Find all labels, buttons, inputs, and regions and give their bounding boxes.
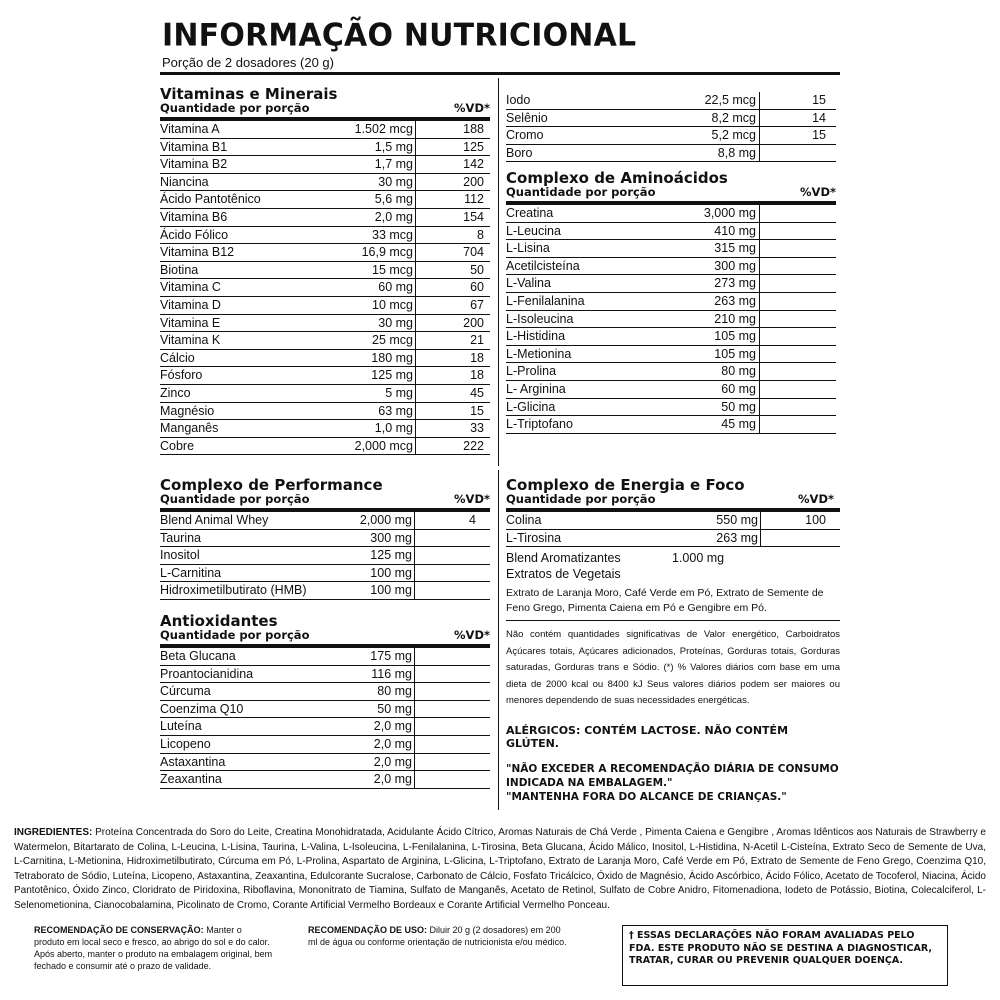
performance-title: Complexo de Performance: [160, 476, 383, 494]
vitamins-table: [160, 121, 490, 455]
vd-header: %VD*: [798, 492, 834, 506]
nutrient-vd: 4: [469, 513, 476, 527]
nutrient-quantity: 50 mg: [721, 399, 756, 414]
nutrient-quantity: 410 mg: [714, 223, 756, 238]
performance-header: [160, 493, 490, 512]
table-row: [160, 297, 490, 315]
nutrient-quantity: 180 mg: [371, 350, 413, 365]
nutrient-name: Cromo: [506, 128, 544, 143]
table-row: [160, 420, 490, 438]
table-row: [160, 403, 490, 421]
nutrient-vd: 200: [463, 315, 484, 330]
amino-title: Complexo de Aminoácidos: [506, 169, 728, 187]
blend-description: Extrato de Laranja Moro, Café Verde em Pó, Extrato de Semente de Feno Grego, Pimenta Caiena em Pó e Gengibre em Pó.: [506, 586, 840, 621]
nutrient-name: Cúrcuma: [160, 684, 211, 699]
nutrient-quantity: 2,0 mg: [373, 736, 412, 751]
table-row: [160, 227, 490, 245]
table-row: [506, 92, 836, 110]
energy-title: Complexo de Energia e Foco: [506, 476, 745, 494]
nutrient-name: Inositol: [160, 548, 200, 563]
qty-header: Quantidade por porção: [160, 101, 310, 115]
nutrient-quantity: 1,0 mg: [374, 421, 413, 436]
table-row: [160, 367, 490, 385]
ingredients-label: INGREDIENTES:: [14, 827, 93, 838]
nutrient-name: L-Metionina: [506, 346, 572, 361]
nutrient-quantity: 105 mg: [714, 329, 756, 344]
vitamins-panel: [160, 86, 490, 455]
vitamins-cont-panel: [506, 92, 836, 162]
nutrient-name: Licopeno: [160, 736, 211, 751]
table-row: [160, 139, 490, 157]
vd-header: %VD*: [800, 185, 836, 199]
nutrient-quantity: 2,0 mg: [374, 209, 413, 224]
nutrient-name: Colina: [506, 513, 542, 527]
nutrient-name: Niancina: [160, 174, 209, 189]
nutrient-vd: 154: [463, 209, 484, 224]
table-row: [506, 530, 840, 548]
table-row: [506, 145, 836, 163]
nutrient-quantity: 2,0 mg: [373, 719, 412, 734]
ingredients-block: [14, 826, 986, 913]
table-row: [160, 209, 490, 227]
table-row: [506, 110, 836, 128]
nutrient-name: Iodo: [506, 93, 531, 107]
nutrient-name: Creatina: [506, 206, 554, 220]
storage-text: Manter o produto em local seco e fresco, ao abrigo do sol e do calor. Após aberto, manter o produto na embalagem original, bem fechado e consumir até o prazo de validade.: [34, 925, 273, 971]
table-row: [160, 262, 490, 280]
nutrient-name: L-Lisina: [506, 241, 550, 256]
nutrient-name: L-Prolina: [506, 364, 557, 379]
qty-header: Quantidade por porção: [160, 492, 310, 506]
vd-header: %VD*: [454, 628, 490, 642]
allergens-note: ALÉRGICOS: CONTÉM LACTOSE. NÃO CONTÉM GLÚTEN.: [506, 723, 789, 750]
nutrient-name: Proantocianidina: [160, 666, 254, 681]
nutrient-quantity: 63 mg: [378, 403, 413, 418]
column-rule: [760, 512, 761, 547]
nutrient-quantity: 550 mg: [716, 513, 758, 527]
table-row: [506, 328, 836, 346]
nutrient-name: Vitamina B2: [160, 157, 228, 172]
nutrient-quantity: 25 mcg: [372, 333, 413, 348]
nutrient-quantity: 30 mg: [378, 174, 413, 189]
nutrient-vd: 21: [470, 333, 484, 348]
nutrient-vd: 50: [470, 262, 484, 277]
nutrient-quantity: 1,7 mg: [374, 157, 413, 172]
nutrient-quantity: 22,5 mcg: [704, 93, 756, 107]
column-rule: [759, 92, 760, 162]
table-row: [160, 701, 490, 719]
nutrient-name: Luteína: [160, 719, 202, 734]
nutrition-disclaimer: Não contém quantidades significativas de Valor energético, Carboidratos Açúcares totais, Açúcares adicionados, Proteínas, Gorduras totais, Gorduras saturadas, Gorduras trans e Sódio. (*) % Valores diários com base em uma dieta de 2000 kcal ou 8400 kJ Seus valores diários podem ser maiores ou menores dependendo de suas necessidades energéticas.: [506, 629, 840, 707]
table-row: [160, 191, 490, 209]
fda-disclaimer-box: † ESSAS DECLARAÇÕES NÃO FORAM AVALIADAS PELO FDA. ESTE PRODUTO NÃO SE DESTINA A DIAGNOSTICAR, TRATAR, CURAR OU PREVENIR QUALQUER DOENÇA.: [622, 925, 948, 986]
nutrient-name: Taurina: [160, 530, 201, 545]
nutrient-quantity: 125 mg: [371, 368, 413, 383]
storage-block: [34, 924, 274, 972]
nutrient-quantity: 273 mg: [714, 276, 756, 291]
energy-panel: [506, 477, 840, 804]
nutrient-vd: 200: [463, 174, 484, 189]
nutrient-name: Magnésio: [160, 403, 215, 418]
nutrient-quantity: 2,0 mg: [373, 772, 412, 787]
table-row: [506, 512, 840, 530]
nutrient-quantity: 50 mg: [377, 701, 412, 716]
nutrient-name: Beta Glucana: [160, 649, 236, 663]
table-row: [160, 174, 490, 192]
nutrient-quantity: 1.502 mcg: [354, 122, 413, 136]
nutrient-name: L- Arginina: [506, 381, 566, 396]
warning-children: "MANTENHA FORA DO ALCANCE DE CRIANÇAS.": [506, 790, 787, 803]
nutrient-name: L-Leucina: [506, 223, 561, 238]
table-row: [506, 363, 836, 381]
nutrient-name: L-Histidina: [506, 329, 566, 344]
nutrient-name: L-Glicina: [506, 399, 556, 414]
nutrient-quantity: 105 mg: [714, 346, 756, 361]
nutrient-quantity: 60 mg: [721, 381, 756, 396]
amino-table: [506, 205, 836, 434]
nutrient-name: Vitamina D: [160, 297, 221, 312]
column-divider-lower: [498, 470, 499, 810]
table-row: [506, 399, 836, 417]
table-row: [160, 121, 490, 139]
page-title: INFORMAÇÃO NUTRICIONAL: [162, 17, 637, 54]
nutrient-quantity: 45 mg: [721, 417, 756, 432]
nutrient-quantity: 60 mg: [378, 280, 413, 295]
table-row: [160, 279, 490, 297]
nutrient-name: L-Tirosina: [506, 530, 562, 545]
table-row: [160, 512, 490, 530]
nutrient-name: Vitamina A: [160, 122, 220, 136]
table-row: [506, 275, 836, 293]
nutrient-name: Manganês: [160, 421, 219, 436]
nutrient-name: Vitamina B6: [160, 209, 228, 224]
table-row: [160, 156, 490, 174]
performance-table: [160, 512, 490, 600]
nutrient-name: Ácido Fólico: [160, 227, 229, 242]
qty-header: Quantidade por porção: [160, 628, 310, 642]
nutrient-name: L-Valina: [506, 276, 551, 291]
amino-header: [506, 186, 836, 205]
nutrient-vd: 222: [463, 438, 484, 453]
table-row: [160, 565, 490, 583]
table-row: [160, 244, 490, 262]
nutrient-quantity: 5,2 mcg: [711, 128, 756, 143]
nutrient-quantity: 30 mg: [378, 315, 413, 330]
table-row: [160, 718, 490, 736]
nutrient-quantity: 16,9 mcg: [361, 245, 413, 260]
antiox-header: [160, 629, 490, 648]
nutrient-name: Cálcio: [160, 350, 195, 365]
nutrient-vd: 100: [805, 513, 826, 527]
table-row: [506, 416, 836, 434]
table-row: [160, 683, 490, 701]
table-row: [160, 385, 490, 403]
vd-header: %VD*: [454, 101, 490, 115]
usage-text: Diluir 20 g (2 dosadores) em 200 ml de água ou conforme orientação de nutricionista e/ou médico.: [308, 925, 567, 947]
nutrient-name: Selênio: [506, 110, 548, 125]
nutrient-vd: 15: [470, 403, 484, 418]
amino-panel: [506, 170, 836, 434]
nutrient-quantity: 5,6 mg: [374, 192, 413, 207]
warning-dosage: "NÃO EXCEDER A RECOMENDAÇÃO DIÁRIA DE CONSUMO INDICADA NA EMBALAGEM.": [506, 762, 839, 789]
vitamins-title: Vitaminas e Minerais: [160, 85, 338, 103]
nutrient-name: Zinco: [160, 385, 191, 400]
nutrient-name: Cobre: [160, 438, 195, 453]
table-row: [506, 346, 836, 364]
table-row: [506, 381, 836, 399]
nutrient-quantity: 100 mg: [370, 583, 412, 598]
vitamins-header: [160, 102, 490, 121]
table-row: [160, 648, 490, 666]
ingredients-text: Proteína Concentrada do Soro do Leite, Creatina Monohidratada, Acidulante Ácido Cítrico, Aromas Naturais de Chá Verde , Pimenta Caiena e Gengibre , Aromas Idênticos aos Naturais de Strawberry e Watermelon, Bitartarato de Colina, L-Leucina, L-Lisina, Taurina, L-Valina, L-Isoleucina, L-Fenilalanina, L-Tirosina, Beta Glucana, Ácido Málico, Inositol, L-Histidina, N-Acetil L-Cisteína, Extrato Seco de Semente de Uva, L-Carnitina, L-Metionina, Hidroximetilbutirato, Cúrcuma em Pó, L-Prolina, Aspartato de Arginina, L-Glicina, L-Triptofano, Extrato de Laranja Moro, Café Verde em Pó, Extrato de Semente de Feno Grego, Coenzima Q10, Tetraborato de Sódio, Luteína, Licopeno, Astaxantina, Zeaxantina, Edulcorante Sucralose, Carbonato de Cálcio, Fosfato Tricálcico, Óxido de Magnésio, Ácido Ascórbico, Ácido Fólico, Acetato de Tocoferol, Niacina, Ácido Pantotênico, Óxido Zinco, Cloridrato de Piridoxina, Riboflavina, Mononitrato de Tiamina, Sulfato de Manganês, Acetato de Retinol, Sulfato de Cobre Anidro, Fitomenadiona, Iodeto de Potássio, Biotina, Colecalciferol, L-Selenometionina, Cianocobalamina, Picolinato de Cromo, Corante Artificial Vermelho Bordeaux e Corante Artificial Vermelho Ponceau.: [14, 827, 986, 911]
energy-header: [506, 493, 840, 512]
nutrient-name: Vitamina K: [160, 333, 221, 348]
nutrient-quantity: 15 mcg: [372, 262, 413, 277]
nutrient-quantity: 3,000 mg: [703, 206, 756, 220]
serving-size: Porção de 2 dosadores (20 g): [162, 55, 334, 70]
nutrient-vd: 142: [463, 157, 484, 172]
nutrient-vd: 112: [464, 192, 484, 207]
table-row: [160, 332, 490, 350]
column-rule: [759, 205, 760, 434]
nutrient-name: L-Triptofano: [506, 417, 573, 432]
nutrient-quantity: 2,0 mg: [373, 754, 412, 769]
blend-row: [506, 550, 840, 584]
table-row: [160, 438, 490, 456]
table-row: [160, 582, 490, 600]
nutrient-name: Biotina: [160, 262, 199, 277]
table-row: [506, 311, 836, 329]
nutrient-quantity: 10 mcg: [372, 297, 413, 312]
table-row: [160, 530, 490, 548]
nutrient-quantity: 33 mcg: [372, 227, 413, 242]
nutrient-vd: 125: [463, 139, 484, 154]
table-row: [506, 127, 836, 145]
nutrient-vd: 15: [812, 128, 826, 143]
nutrient-name: L-Fenilalanina: [506, 293, 585, 308]
nutrient-name: Zeaxantina: [160, 772, 222, 787]
table-row: [506, 258, 836, 276]
nutrient-quantity: 116 mg: [371, 666, 412, 681]
vd-header: %VD*: [454, 492, 490, 506]
nutrient-vd: 8: [477, 227, 484, 242]
performance-panel: [160, 477, 490, 600]
nutrient-quantity: 300 mg: [714, 258, 756, 273]
nutrient-quantity: 2,000 mg: [359, 513, 412, 527]
table-row: [506, 293, 836, 311]
nutrient-quantity: 80 mg: [721, 364, 756, 379]
nutrient-quantity: 300 mg: [370, 530, 412, 545]
table-row: [506, 223, 836, 241]
nutrient-quantity: 210 mg: [714, 311, 756, 326]
table-row: [160, 754, 490, 772]
nutrient-name: Boro: [506, 145, 533, 160]
nutrient-quantity: 125 mg: [370, 548, 412, 563]
nutrient-quantity: 175 mg: [370, 649, 412, 663]
nutrient-quantity: 80 mg: [377, 684, 412, 699]
nutrient-vd: 33: [470, 421, 484, 436]
nutrient-quantity: 5 mg: [385, 385, 413, 400]
nutrient-name: Vitamina E: [160, 315, 221, 330]
vitamins-cont-table: [506, 92, 836, 162]
antiox-title: Antioxidantes: [160, 612, 278, 630]
nutrient-name: L-Isoleucina: [506, 311, 574, 326]
nutrient-vd: 60: [470, 280, 484, 295]
nutrient-vd: 15: [812, 93, 826, 107]
nutrient-name: Ácido Pantotênico: [160, 192, 261, 207]
table-row: [160, 771, 490, 789]
nutrient-name: Vitamina B1: [160, 139, 228, 154]
nutrient-name: Hidroximetilbutirato (HMB): [160, 583, 307, 598]
nutrient-vd: 188: [463, 122, 484, 136]
nutrient-quantity: 263 mg: [714, 293, 756, 308]
table-row: [160, 736, 490, 754]
nutrient-vd: 67: [470, 297, 484, 312]
nutrient-name: Blend Animal Whey: [160, 513, 269, 527]
nutrient-quantity: 2,000 mcg: [354, 438, 413, 453]
storage-label: RECOMENDAÇÃO DE CONSERVAÇÃO:: [34, 925, 204, 935]
nutrient-name: Astaxantina: [160, 754, 226, 769]
table-row: [506, 240, 836, 258]
nutrient-vd: 18: [470, 350, 484, 365]
antiox-table: [160, 648, 490, 789]
table-row: [160, 315, 490, 333]
nutrient-name: Fósforo: [160, 368, 203, 383]
nutrient-quantity: 8,8 mg: [717, 145, 756, 160]
nutrient-vd: 14: [812, 110, 826, 125]
nutrient-name: Coenzima Q10: [160, 701, 244, 716]
nutrient-quantity: 1,5 mg: [374, 139, 413, 154]
table-row: [160, 666, 490, 684]
header-rule: [160, 72, 840, 75]
column-rule: [414, 648, 415, 789]
column-divider: [498, 78, 499, 466]
nutrient-quantity: 100 mg: [370, 565, 412, 580]
column-rule: [414, 512, 415, 600]
table-row: [160, 547, 490, 565]
antiox-panel: [160, 613, 490, 789]
qty-header: Quantidade por porção: [506, 185, 656, 199]
blend-quantity: 1.000 mg: [672, 551, 725, 566]
table-row: [506, 205, 836, 223]
nutrient-name: Vitamina B12: [160, 245, 235, 260]
nutrient-vd: 704: [463, 245, 484, 260]
nutrient-vd: 18: [470, 368, 484, 383]
column-rule: [415, 121, 416, 455]
nutrient-quantity: 263 mg: [716, 530, 758, 545]
usage-block: [308, 924, 570, 948]
nutrient-vd: 45: [470, 385, 484, 400]
nutrient-name: Vitamina C: [160, 280, 221, 295]
nutrient-name: L-Carnitina: [160, 565, 222, 580]
table-row: [160, 350, 490, 368]
nutrient-quantity: 8,2 mcg: [711, 110, 756, 125]
qty-header: Quantidade por porção: [506, 492, 656, 506]
energy-table: [506, 512, 840, 547]
blend-name-2: Extratos de Vegetais: [506, 567, 621, 582]
usage-label: RECOMENDAÇÃO DE USO:: [308, 925, 428, 935]
nutrient-name: Acetilcisteína: [506, 258, 580, 273]
blend-name-1: Blend Aromatizantes: [506, 551, 621, 566]
nutrient-quantity: 315 mg: [714, 241, 756, 256]
